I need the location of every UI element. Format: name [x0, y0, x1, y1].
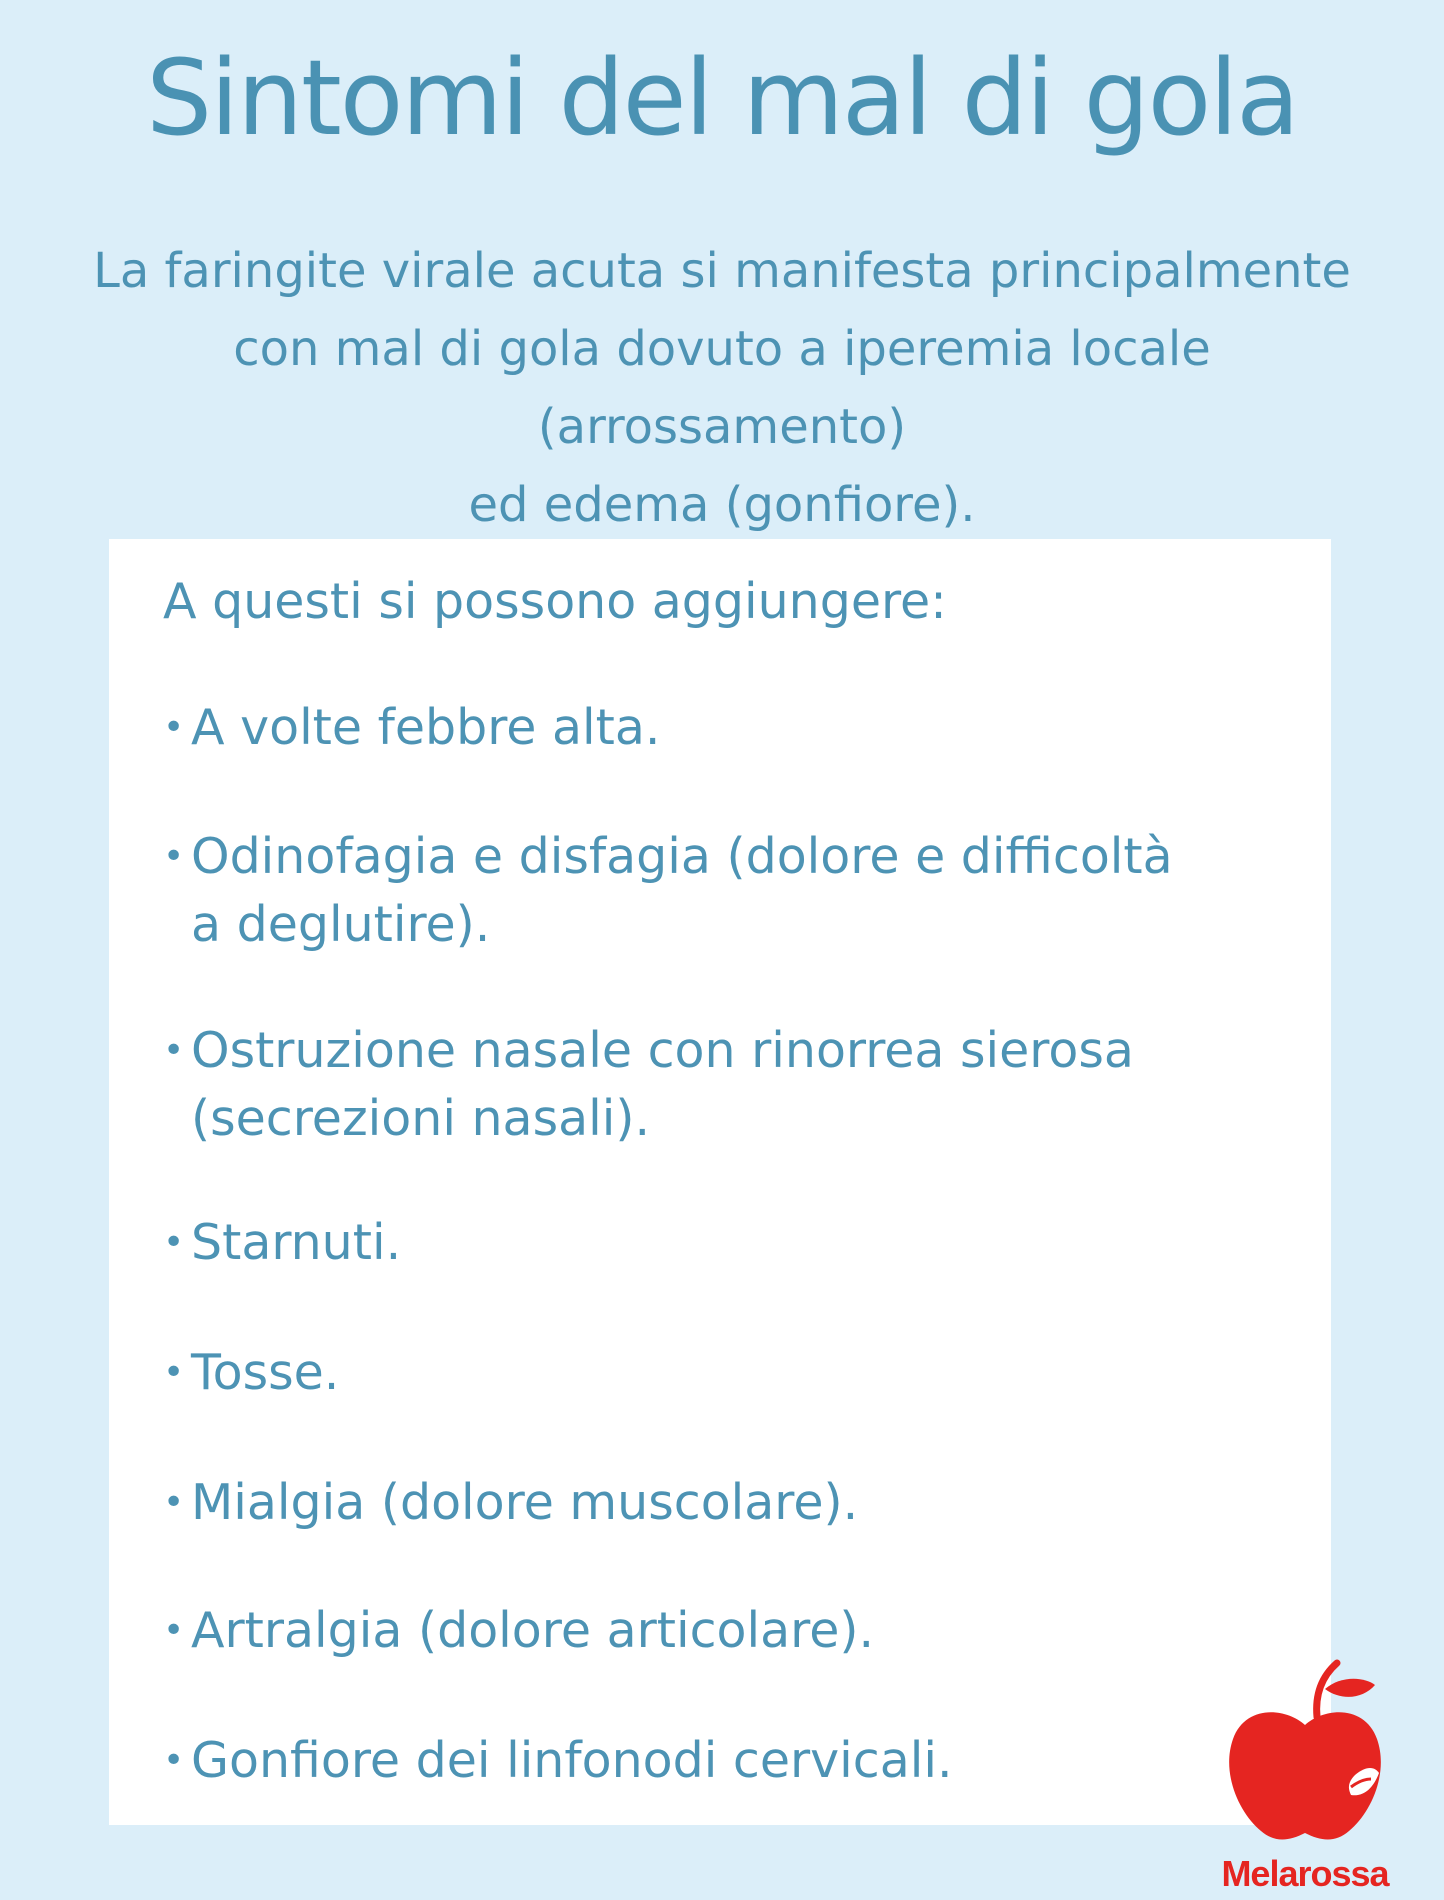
- list-item-text: Artralgia (dolore articolare).: [191, 1602, 875, 1659]
- list-item-text: Starnuti.: [191, 1214, 402, 1271]
- list-item-text: Odinofagia e disfagia (dolore e difficoltà a deglutire).: [191, 828, 1173, 953]
- bullet-icon: •: [163, 1482, 185, 1523]
- intro-paragraph: [60, 232, 1384, 544]
- list-item: [163, 823, 1243, 959]
- brand-name: Melarossa: [1221, 1853, 1389, 1894]
- list-item: [163, 1339, 1243, 1407]
- list-item: [163, 1597, 1243, 1665]
- list-item-text: Tosse.: [191, 1344, 340, 1401]
- list-item: [163, 1469, 1243, 1537]
- bullet-icon: •: [163, 836, 185, 877]
- intro-line: La faringite virale acuta si manifesta principalmente: [93, 243, 1351, 299]
- bullet-icon: •: [163, 1740, 185, 1781]
- card-heading: A questi si possono aggiungere:: [163, 573, 947, 630]
- bullet-icon: •: [163, 1222, 185, 1263]
- intro-line: ed edema (gonfiore).: [468, 477, 976, 533]
- list-item: [163, 1727, 1243, 1795]
- bullet-icon: •: [163, 707, 185, 748]
- bullet-icon: •: [163, 1610, 185, 1651]
- brand-logo: [1205, 1655, 1405, 1894]
- list-item-text: Mialgia (dolore muscolare).: [191, 1474, 859, 1531]
- bullet-icon: •: [163, 1352, 185, 1393]
- list-item: [163, 694, 1243, 762]
- list-item: [163, 1017, 1243, 1153]
- bullet-icon: •: [163, 1030, 185, 1071]
- list-item-text: A volte febbre alta.: [191, 699, 661, 756]
- list-item-text: Ostruzione nasale con rinorrea sierosa (secrezioni nasali).: [191, 1022, 1134, 1147]
- page-title: Sintomi del mal di gola: [146, 37, 1298, 159]
- apple-icon: [1205, 1655, 1405, 1855]
- symptoms-card: [109, 539, 1331, 1825]
- intro-line: con mal di gola dovuto a iperemia locale (arrossamento): [233, 321, 1211, 455]
- list-item: [163, 1209, 1243, 1277]
- list-item-text: Gonfiore dei linfonodi cervicali.: [191, 1732, 953, 1789]
